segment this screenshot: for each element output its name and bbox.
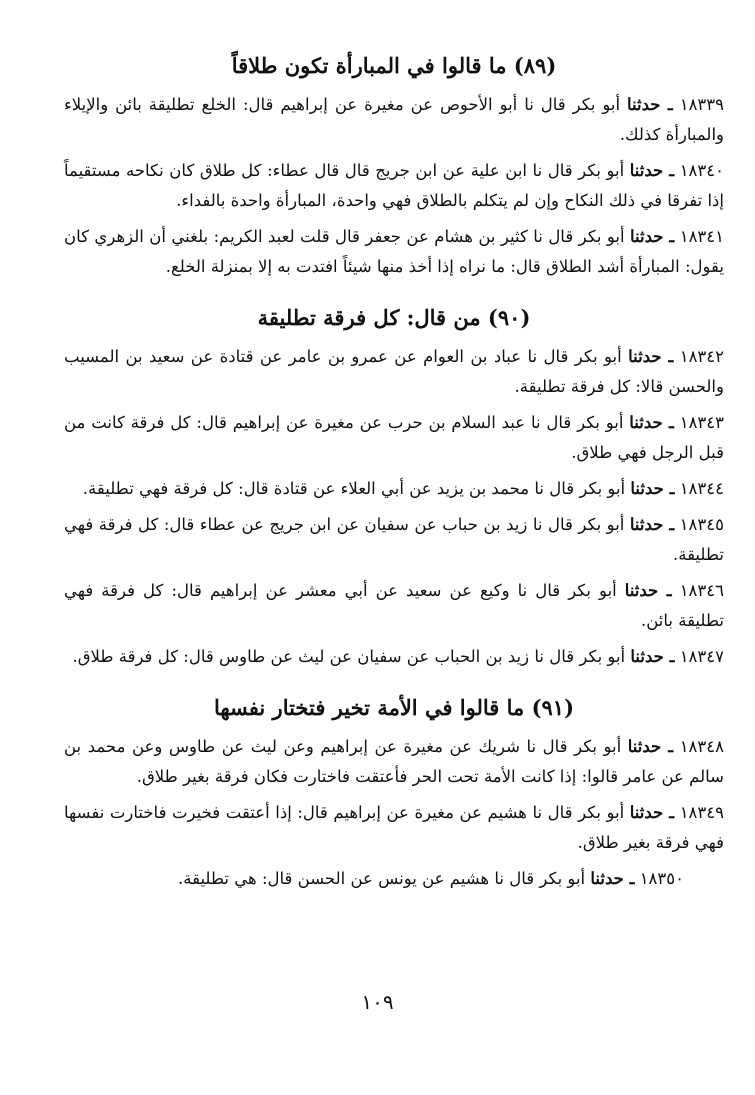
- hadith-lead: ـ حدثنا: [630, 647, 675, 666]
- hadith-18346: [64, 576, 724, 636]
- hadith-number: ١٨٣٤١: [679, 227, 725, 246]
- hadith-text: أبو بكر قال نا هشيم عن يونس عن الحسن قال: هي تطليقة.: [178, 869, 586, 888]
- hadith-text: أبو بكر قال نا هشيم عن مغيرة عن إبراهيم قال: إذا أعتقت فخيرت فاختارت نفسها فهي فرقة بغير طلاق.: [64, 803, 724, 852]
- hadith-text: أبو بكر قال نا وكيع عن سعيد عن أبي معشر عن إبراهيم قال: كل فرقة فهي تطليقة بائن.: [64, 581, 724, 630]
- hadith-text: أبو بكر قال نا شريك عن مغيرة عن إبراهيم وعن ليث عن طاوس وعن محمد بن سالم عن عامر قالوا: إذا كانت الأمة تحت الحر فأعتقت فاختارت فكان فرقة بغير طلاق.: [64, 737, 724, 786]
- section-91: [64, 692, 724, 894]
- section-title: (٩٠) من قال: كل فرقة تطليقة: [257, 305, 531, 330]
- hadith-number: ١٨٣٤٨: [679, 737, 724, 756]
- page-body: [64, 50, 724, 914]
- hadith-number: ١٨٣٤٥: [679, 515, 724, 534]
- section-89: [64, 50, 724, 282]
- hadith-18349: [64, 798, 724, 858]
- hadith-text: أبو بكر قال نا عبد السلام بن حرب عن مغيرة عن إبراهيم قال: كل فرقة كانت من قبل الرجل فهي طلاق.: [64, 413, 724, 462]
- hadith-18342: [64, 342, 724, 402]
- hadith-text: أبو بكر قال نا عباد بن العوام عن عمرو بن عامر عن قتادة عن سعيد بن المسيب والحسن قالا: كل فرقة تطليقة.: [64, 347, 724, 396]
- hadith-text: أبو بكر قال نا محمد بن يزيد عن أبي العلاء عن قتادة قال: كل فرقة فهي تطليقة.: [82, 479, 626, 498]
- section-title: (٨٩) ما قالوا في المبارأة تكون طلاقاً: [231, 53, 557, 78]
- hadith-number: ١٨٣٤٧: [679, 647, 724, 666]
- hadith-number: ١٨٣٤٣: [679, 413, 725, 432]
- hadith-18344: [64, 474, 724, 504]
- hadith-lead: ـ حدثنا: [629, 515, 675, 534]
- hadith-lead: ـ حدثنا: [624, 581, 672, 600]
- hadith-lead: ـ حدثنا: [627, 737, 674, 756]
- hadith-number: ١٨٣٤٠: [679, 161, 724, 180]
- hadith-number: ١٨٣٤٦: [679, 581, 724, 600]
- hadith-lead: ـ حدثنا: [629, 413, 674, 432]
- hadith-lead: ـ حدثنا: [627, 95, 673, 114]
- hadith-number: ١٨٣٤٤: [679, 479, 724, 498]
- hadith-18341: [64, 222, 724, 282]
- page-number: ١٠٩: [361, 990, 394, 1014]
- hadith-lead: ـ حدثنا: [630, 479, 675, 498]
- hadith-lead: ـ حدثنا: [628, 347, 674, 366]
- hadith-lead: ـ حدثنا: [629, 161, 675, 180]
- hadith-text: أبو بكر قال نا أبو الأحوص عن مغيرة عن إبراهيم قال: الخلع تطليقة بائن والإيلاء والمبارأة كذلك.: [64, 95, 724, 144]
- hadith-number: ١٨٣٤٩: [679, 803, 724, 822]
- hadith-text: أبو بكر قال نا ابن علية عن ابن جريج قال قال عطاء: كل طلاق كان نكاحه مستقيماً إذا تفرقا في ذلك النكاح وإن لم يتكلم بالطلاق فهي واحدة، المبارأة واحدة بالفداء.: [64, 161, 724, 210]
- hadith-lead: ـ حدثنا: [630, 227, 675, 246]
- hadith-number: ١٨٣٤٢: [679, 347, 725, 366]
- section-title: (٩١) ما قالوا في الأمة تخير فتختار نفسها: [213, 695, 575, 720]
- hadith-text: أبو بكر قال نا كثير بن هشام عن جعفر قال قلت لعبد الكريم: بلغني أن الزهري كان يقول: المبارأة أشد الطلاق قال: ما نراه إذا أخذ منها شيئاً افتدت به إلا بمنزلة الخلع.: [64, 227, 724, 276]
- section-90: [64, 302, 724, 672]
- hadith-lead: ـ حدثنا: [629, 803, 675, 822]
- hadith-text: أبو بكر قال نا زيد بن حباب عن سفيان عن ابن جريج عن عطاء قال: كل فرقة فهي تطليقة.: [64, 515, 724, 564]
- hadith-18343: [64, 408, 724, 468]
- hadith-18345: [64, 510, 724, 570]
- hadith-text: أبو بكر قال نا زيد بن الحباب عن سفيان عن ليث عن طاوس قال: كل فرقة طلاق.: [72, 647, 626, 666]
- hadith-lead: ـ حدثنا: [590, 869, 635, 888]
- hadith-number: ١٨٣٣٩: [679, 95, 725, 114]
- hadith-number: ١٨٣٥٠: [639, 869, 684, 888]
- hadith-18347: [64, 642, 724, 672]
- hadith-18350: [64, 864, 724, 894]
- hadith-18339: [64, 90, 724, 150]
- hadith-18340: [64, 156, 724, 216]
- hadith-18348: [64, 732, 724, 792]
